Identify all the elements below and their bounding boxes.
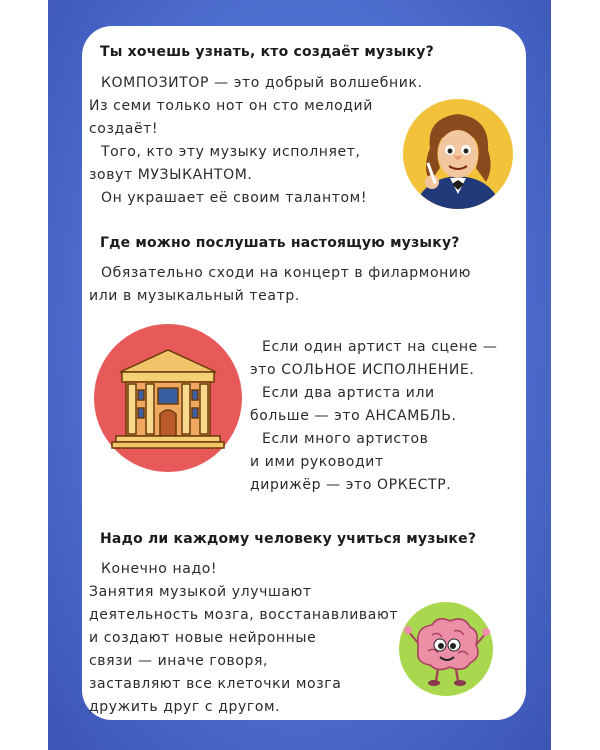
text-line: заставляют все клеточки мозга <box>89 676 342 692</box>
text-line: Обязательно сходи на концерт в филармонию <box>101 265 471 281</box>
text-line: создаёт! <box>89 121 159 137</box>
text-line: Если один артист на сцене — <box>262 339 498 355</box>
text-line: Конечно надо! <box>101 561 218 577</box>
text-line: это СОЛЬНОЕ ИСПОЛНЕНИЕ. <box>250 362 475 378</box>
text-line: деятельность мозга, восстанавливают <box>89 607 399 623</box>
heading-who-creates-music: Ты хочешь узнать, кто создаёт музыку? <box>100 44 434 60</box>
text-line: дружить друг с другом. <box>89 699 281 715</box>
text-line: Занятия музыкой улучшают <box>89 584 312 600</box>
brain-character-icon <box>398 601 494 697</box>
text-line: Если много артистов <box>262 431 429 447</box>
text-line: КОМПОЗИТОР — это добрый волшебник. <box>101 75 423 91</box>
text-line: Того, кто эту музыку исполняет, <box>101 144 361 160</box>
text-line: больше — это АНСАМБЛЬ. <box>250 408 457 424</box>
text-line: дирижёр — это ОРКЕСТР. <box>250 477 452 493</box>
text-line: Из семи только нот он сто мелодий <box>89 98 373 114</box>
text-line: и создают новые нейронные <box>89 630 317 646</box>
text-line: Если два артиста или <box>262 385 435 401</box>
text-line: или в музыкальный театр. <box>89 288 300 304</box>
heading-where-to-listen: Где можно послушать настоящую музыку? <box>100 235 460 251</box>
philharmonic-building-icon <box>94 324 242 472</box>
text-line: и ими руководит <box>250 454 384 470</box>
text-line: Он украшает её своим талантом! <box>101 190 368 206</box>
text-line: связи — иначе говоря, <box>89 653 269 669</box>
composer-icon <box>402 98 514 210</box>
heading-should-learn-music: Надо ли каждому человеку учиться музыке? <box>100 531 477 547</box>
text-line: зовут МУЗЫКАНТОМ. <box>89 167 253 183</box>
